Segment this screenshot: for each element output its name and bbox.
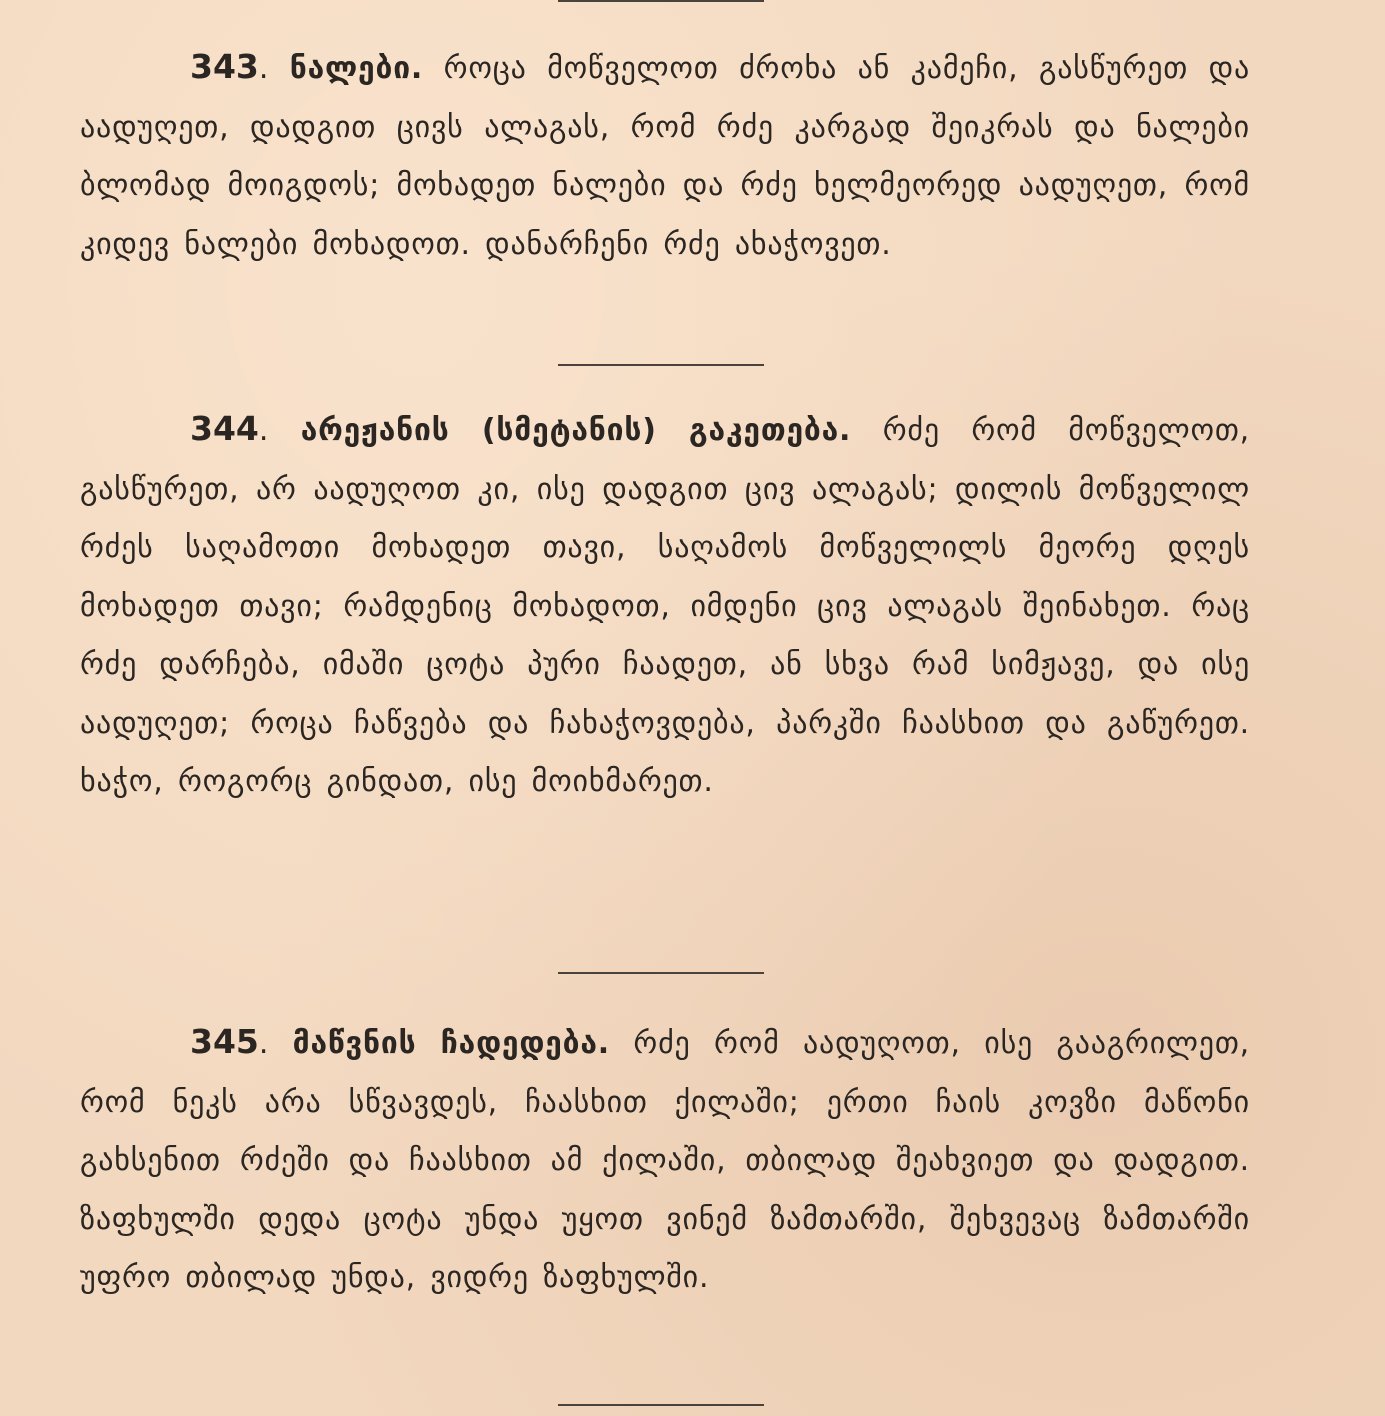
section-divider bbox=[558, 364, 764, 366]
recipe-344: 344. არეჟანის (სმეტანის) გაკეთება. რძე რომ მოწველოთ, გასწურეთ, არ აადუღოთ კი, ისე დადგით ცივ ალაგას; დილის მოწველილ რძეს საღამოთი მოხადეთ თავი, საღამოს მოწველილს მეორე დღეს მოხადეთ თავი; რამდენიც მოხადოთ, იმდენი ცივ ალაგას შეინახეთ. რაც რძე დარჩება, იმაში ცოტა პური ჩაადეთ, ან სხვა რამ სიმჟავე, და ისე აადუღეთ; როცა ჩაწვება და ჩახაჭოვდება, პარკში ჩაასხით და გაწურეთ. ხაჭო, როგორც გინდათ, ისე მოიხმარეთ. bbox=[80, 409, 1250, 799]
recipe-343: 343. ნალები. როცა მოწველოთ ძროხა ან კამეჩი, გასწურეთ და აადუღეთ, დადგით ცივს ალაგას, რომ რძე კარგად შეიკრას და ნალები ბლომად მოიგდოს; მოხადეთ ნალები და რძე ხელმეორედ აადუღეთ, რომ კიდევ ნალები მოხადოთ. დანარჩენი რძე ახაჭოვეთ. bbox=[80, 47, 1250, 262]
recipe-number: 345 bbox=[190, 1022, 259, 1061]
recipe-body: როცა მოწველოთ ძროხა ან კამეჩი, გასწურეთ და აადუღეთ, დადგით ცივს ალაგას, რომ რძე კარგად შეიკრას და ნალები ბლომად მოიგდოს; მოხადეთ ნალები და რძე ხელმეორედ აადუღეთ, რომ კიდევ ნალები მოხადოთ. დანარჩენი რძე ახაჭოვეთ. bbox=[80, 51, 1250, 262]
recipe-heading: მაწვნის ჩადედება. bbox=[292, 1026, 610, 1061]
recipe-number: 343 bbox=[190, 47, 259, 86]
recipe-heading: არეჟანის (სმეტანის) გაკეთება. bbox=[300, 413, 852, 448]
section-divider-bottom bbox=[558, 1404, 764, 1406]
section-divider bbox=[558, 972, 764, 974]
section-divider-top bbox=[558, 0, 764, 2]
recipe-heading: ნალები. bbox=[289, 51, 424, 86]
recipe-345: 345. მაწვნის ჩადედება. რძე რომ აადუღოთ, ისე გააგრილეთ, რომ ნეკს არა სწვავდეს, ჩაასხით ქილაში; ერთი ჩაის კოვზი მაწონი გახსენით რძეში და ჩაასხით ამ ქილაში, თბილად შეახვიეთ და დადგით. ზაფხულში დედა ცოტა უნდა უყოთ ვინემ ზამთარში, შეხვევაც ზამთარში უფრო თბილად უნდა, ვიდრე ზაფხულში. bbox=[80, 1022, 1250, 1295]
recipe-body: რძე რომ მოწველოთ, გასწურეთ, არ აადუღოთ კი, ისე დადგით ცივ ალაგას; დილის მოწველილ რძეს საღამოთი მოხადეთ თავი, საღამოს მოწველილს მეორე დღეს მოხადეთ თავი; რამდენიც მოხადოთ, იმდენი ცივ ალაგას შეინახეთ. რაც რძე დარჩება, იმაში ცოტა პური ჩაადეთ, ან სხვა რამ სიმჟავე, და ისე აადუღეთ; როცა ჩაწვება და ჩახაჭოვდება, პარკში ჩაასხით და გაწურეთ. ხაჭო, როგორც გინდათ, ისე მოიხმარეთ. bbox=[80, 413, 1250, 799]
recipe-body: რძე რომ აადუღოთ, ისე გააგრილეთ, რომ ნეკს არა სწვავდეს, ჩაასხით ქილაში; ერთი ჩაის კოვზი მაწონი გახსენით რძეში და ჩაასხით ამ ქილაში, თბილად შეახვიეთ და დადგით. ზაფხულში დედა ცოტა უნდა უყოთ ვინემ ზამთარში, შეხვევაც ზამთარში უფრო თბილად უნდა, ვიდრე ზაფხულში. bbox=[80, 1026, 1250, 1295]
recipe-number: 344 bbox=[190, 409, 259, 448]
